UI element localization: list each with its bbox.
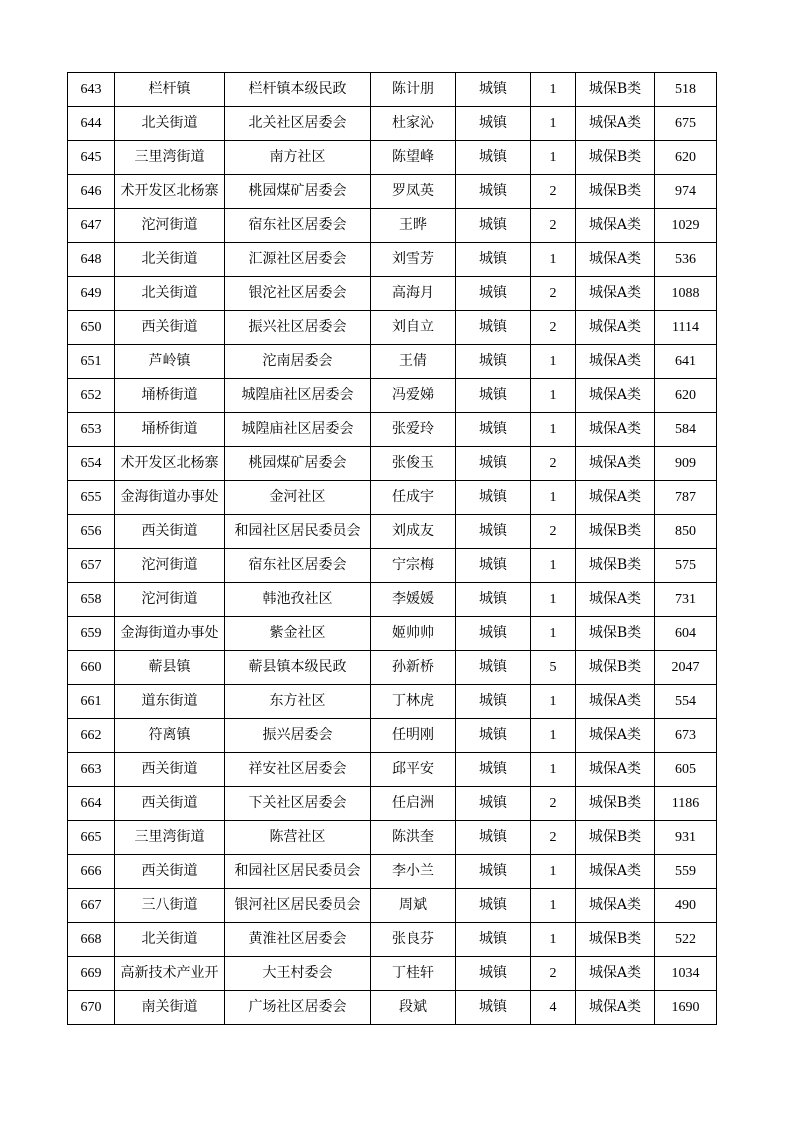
- name-cell: 张爱玲: [371, 413, 456, 447]
- amount-cell: 518: [655, 73, 717, 107]
- row-number-cell: 651: [68, 345, 115, 379]
- street-cell: 西关街道: [115, 515, 225, 549]
- type-cell: 城镇: [456, 923, 531, 957]
- row-number-cell: 663: [68, 753, 115, 787]
- household-count-cell: 1: [531, 73, 576, 107]
- household-count-cell: 1: [531, 685, 576, 719]
- street-cell: 北关街道: [115, 243, 225, 277]
- table-row: [68, 957, 717, 991]
- household-count-cell: 1: [531, 855, 576, 889]
- row-number-cell: 643: [68, 73, 115, 107]
- table-row: [68, 277, 717, 311]
- row-number-cell: 662: [68, 719, 115, 753]
- category-cell: 城保B类: [576, 549, 655, 583]
- street-cell: 三里湾街道: [115, 141, 225, 175]
- street-cell: 金海街道办事处: [115, 617, 225, 651]
- community-cell: 振兴社区居委会: [225, 311, 371, 345]
- household-count-cell: 1: [531, 107, 576, 141]
- row-number-cell: 665: [68, 821, 115, 855]
- type-cell: 城镇: [456, 379, 531, 413]
- table-row: [68, 447, 717, 481]
- amount-cell: 584: [655, 413, 717, 447]
- table-row: [68, 549, 717, 583]
- amount-cell: 522: [655, 923, 717, 957]
- amount-cell: 1690: [655, 991, 717, 1025]
- type-cell: 城镇: [456, 243, 531, 277]
- type-cell: 城镇: [456, 515, 531, 549]
- table-body: [68, 73, 717, 1025]
- street-cell: 北关街道: [115, 923, 225, 957]
- table-row: [68, 481, 717, 515]
- type-cell: 城镇: [456, 345, 531, 379]
- street-cell: 西关街道: [115, 855, 225, 889]
- community-cell: 桃园煤矿居委会: [225, 175, 371, 209]
- amount-cell: 620: [655, 379, 717, 413]
- type-cell: 城镇: [456, 481, 531, 515]
- community-cell: 金河社区: [225, 481, 371, 515]
- type-cell: 城镇: [456, 855, 531, 889]
- category-cell: 城保A类: [576, 243, 655, 277]
- category-cell: 城保A类: [576, 277, 655, 311]
- name-cell: 刘雪芳: [371, 243, 456, 277]
- household-count-cell: 1: [531, 719, 576, 753]
- street-cell: 符离镇: [115, 719, 225, 753]
- community-cell: 黄淮社区居委会: [225, 923, 371, 957]
- community-cell: 宿东社区居委会: [225, 209, 371, 243]
- street-cell: 蕲县镇: [115, 651, 225, 685]
- street-cell: 三八街道: [115, 889, 225, 923]
- table-row: [68, 209, 717, 243]
- amount-cell: 673: [655, 719, 717, 753]
- category-cell: 城保B类: [576, 923, 655, 957]
- amount-cell: 675: [655, 107, 717, 141]
- household-count-cell: 1: [531, 141, 576, 175]
- street-cell: 术开发区北杨寨: [115, 175, 225, 209]
- row-number-cell: 649: [68, 277, 115, 311]
- category-cell: 城保A类: [576, 447, 655, 481]
- household-count-cell: 1: [531, 549, 576, 583]
- household-count-cell: 2: [531, 311, 576, 345]
- community-cell: 沱南居委会: [225, 345, 371, 379]
- row-number-cell: 670: [68, 991, 115, 1025]
- household-count-cell: 2: [531, 515, 576, 549]
- household-count-cell: 1: [531, 889, 576, 923]
- type-cell: 城镇: [456, 719, 531, 753]
- household-count-cell: 2: [531, 209, 576, 243]
- category-cell: 城保B类: [576, 515, 655, 549]
- category-cell: 城保A类: [576, 719, 655, 753]
- community-cell: 大王村委会: [225, 957, 371, 991]
- amount-cell: 536: [655, 243, 717, 277]
- category-cell: 城保A类: [576, 991, 655, 1025]
- community-cell: 和园社区居民委员会: [225, 855, 371, 889]
- amount-cell: 554: [655, 685, 717, 719]
- name-cell: 段斌: [371, 991, 456, 1025]
- street-cell: 沱河街道: [115, 549, 225, 583]
- type-cell: 城镇: [456, 277, 531, 311]
- type-cell: 城镇: [456, 957, 531, 991]
- row-number-cell: 653: [68, 413, 115, 447]
- category-cell: 城保A类: [576, 889, 655, 923]
- household-count-cell: 5: [531, 651, 576, 685]
- amount-cell: 2047: [655, 651, 717, 685]
- type-cell: 城镇: [456, 73, 531, 107]
- table-row: [68, 311, 717, 345]
- street-cell: 埇桥街道: [115, 413, 225, 447]
- table-row: [68, 243, 717, 277]
- name-cell: 高海月: [371, 277, 456, 311]
- name-cell: 王倩: [371, 345, 456, 379]
- table-row: [68, 583, 717, 617]
- amount-cell: 974: [655, 175, 717, 209]
- street-cell: 埇桥街道: [115, 379, 225, 413]
- type-cell: 城镇: [456, 311, 531, 345]
- street-cell: 三里湾街道: [115, 821, 225, 855]
- row-number-cell: 668: [68, 923, 115, 957]
- household-count-cell: 2: [531, 821, 576, 855]
- type-cell: 城镇: [456, 141, 531, 175]
- name-cell: 陈洪奎: [371, 821, 456, 855]
- table-row: [68, 107, 717, 141]
- row-number-cell: 664: [68, 787, 115, 821]
- category-cell: 城保A类: [576, 413, 655, 447]
- community-cell: 振兴居委会: [225, 719, 371, 753]
- row-number-cell: 656: [68, 515, 115, 549]
- name-cell: 李媛媛: [371, 583, 456, 617]
- amount-cell: 1088: [655, 277, 717, 311]
- table-row: [68, 617, 717, 651]
- category-cell: 城保A类: [576, 685, 655, 719]
- community-cell: 银沱社区居委会: [225, 277, 371, 311]
- category-cell: 城保B类: [576, 141, 655, 175]
- amount-cell: 931: [655, 821, 717, 855]
- type-cell: 城镇: [456, 549, 531, 583]
- type-cell: 城镇: [456, 787, 531, 821]
- community-cell: 祥安社区居委会: [225, 753, 371, 787]
- amount-cell: 490: [655, 889, 717, 923]
- table-row: [68, 651, 717, 685]
- amount-cell: 605: [655, 753, 717, 787]
- category-cell: 城保B类: [576, 617, 655, 651]
- household-count-cell: 1: [531, 923, 576, 957]
- name-cell: 杜家沁: [371, 107, 456, 141]
- table-row: [68, 787, 717, 821]
- beneficiary-table: [67, 72, 717, 1025]
- row-number-cell: 652: [68, 379, 115, 413]
- category-cell: 城保A类: [576, 107, 655, 141]
- name-cell: 丁桂轩: [371, 957, 456, 991]
- table-row: [68, 515, 717, 549]
- row-number-cell: 647: [68, 209, 115, 243]
- type-cell: 城镇: [456, 651, 531, 685]
- community-cell: 蕲县镇本级民政: [225, 651, 371, 685]
- community-cell: 城隍庙社区居委会: [225, 413, 371, 447]
- type-cell: 城镇: [456, 753, 531, 787]
- row-number-cell: 658: [68, 583, 115, 617]
- community-cell: 陈营社区: [225, 821, 371, 855]
- street-cell: 术开发区北杨寨: [115, 447, 225, 481]
- household-count-cell: 2: [531, 447, 576, 481]
- name-cell: 陈望峰: [371, 141, 456, 175]
- row-number-cell: 657: [68, 549, 115, 583]
- street-cell: 北关街道: [115, 277, 225, 311]
- type-cell: 城镇: [456, 583, 531, 617]
- name-cell: 陈计朋: [371, 73, 456, 107]
- community-cell: 紫金社区: [225, 617, 371, 651]
- category-cell: 城保A类: [576, 753, 655, 787]
- name-cell: 任明刚: [371, 719, 456, 753]
- household-count-cell: 1: [531, 583, 576, 617]
- row-number-cell: 650: [68, 311, 115, 345]
- type-cell: 城镇: [456, 413, 531, 447]
- table-row: [68, 379, 717, 413]
- amount-cell: 559: [655, 855, 717, 889]
- community-cell: 南方社区: [225, 141, 371, 175]
- row-number-cell: 666: [68, 855, 115, 889]
- amount-cell: 1034: [655, 957, 717, 991]
- household-count-cell: 1: [531, 617, 576, 651]
- amount-cell: 620: [655, 141, 717, 175]
- row-number-cell: 654: [68, 447, 115, 481]
- amount-cell: 850: [655, 515, 717, 549]
- community-cell: 东方社区: [225, 685, 371, 719]
- name-cell: 刘成友: [371, 515, 456, 549]
- table-row: [68, 719, 717, 753]
- amount-cell: 1029: [655, 209, 717, 243]
- table-row: [68, 345, 717, 379]
- street-cell: 高新技术产业开: [115, 957, 225, 991]
- community-cell: 北关社区居委会: [225, 107, 371, 141]
- type-cell: 城镇: [456, 821, 531, 855]
- name-cell: 宁宗梅: [371, 549, 456, 583]
- table-row: [68, 175, 717, 209]
- amount-cell: 787: [655, 481, 717, 515]
- table-row: [68, 991, 717, 1025]
- name-cell: 丁林虎: [371, 685, 456, 719]
- category-cell: 城保B类: [576, 175, 655, 209]
- amount-cell: 1114: [655, 311, 717, 345]
- community-cell: 宿东社区居委会: [225, 549, 371, 583]
- amount-cell: 909: [655, 447, 717, 481]
- street-cell: 北关街道: [115, 107, 225, 141]
- name-cell: 姬帅帅: [371, 617, 456, 651]
- row-number-cell: 660: [68, 651, 115, 685]
- category-cell: 城保A类: [576, 957, 655, 991]
- name-cell: 孙新桥: [371, 651, 456, 685]
- row-number-cell: 648: [68, 243, 115, 277]
- type-cell: 城镇: [456, 685, 531, 719]
- community-cell: 银河社区居民委员会: [225, 889, 371, 923]
- household-count-cell: 1: [531, 413, 576, 447]
- table-row: [68, 889, 717, 923]
- household-count-cell: 2: [531, 277, 576, 311]
- table-row: [68, 821, 717, 855]
- street-cell: 西关街道: [115, 753, 225, 787]
- street-cell: 南关街道: [115, 991, 225, 1025]
- type-cell: 城镇: [456, 991, 531, 1025]
- amount-cell: 641: [655, 345, 717, 379]
- community-cell: 城隍庙社区居委会: [225, 379, 371, 413]
- row-number-cell: 659: [68, 617, 115, 651]
- category-cell: 城保A类: [576, 209, 655, 243]
- household-count-cell: 2: [531, 957, 576, 991]
- type-cell: 城镇: [456, 209, 531, 243]
- name-cell: 刘自立: [371, 311, 456, 345]
- street-cell: 沱河街道: [115, 583, 225, 617]
- amount-cell: 1186: [655, 787, 717, 821]
- household-count-cell: 1: [531, 379, 576, 413]
- amount-cell: 731: [655, 583, 717, 617]
- community-cell: 韩池孜社区: [225, 583, 371, 617]
- community-cell: 汇源社区居委会: [225, 243, 371, 277]
- community-cell: 下关社区居委会: [225, 787, 371, 821]
- table-row: [68, 685, 717, 719]
- amount-cell: 575: [655, 549, 717, 583]
- category-cell: 城保B类: [576, 73, 655, 107]
- street-cell: 西关街道: [115, 787, 225, 821]
- category-cell: 城保A类: [576, 583, 655, 617]
- street-cell: 芦岭镇: [115, 345, 225, 379]
- amount-cell: 604: [655, 617, 717, 651]
- household-count-cell: 1: [531, 243, 576, 277]
- household-count-cell: 2: [531, 175, 576, 209]
- category-cell: 城保A类: [576, 481, 655, 515]
- household-count-cell: 1: [531, 481, 576, 515]
- household-count-cell: 1: [531, 345, 576, 379]
- name-cell: 罗凤英: [371, 175, 456, 209]
- type-cell: 城镇: [456, 889, 531, 923]
- row-number-cell: 661: [68, 685, 115, 719]
- category-cell: 城保A类: [576, 855, 655, 889]
- row-number-cell: 655: [68, 481, 115, 515]
- row-number-cell: 645: [68, 141, 115, 175]
- type-cell: 城镇: [456, 107, 531, 141]
- street-cell: 道东街道: [115, 685, 225, 719]
- type-cell: 城镇: [456, 447, 531, 481]
- category-cell: 城保B类: [576, 821, 655, 855]
- street-cell: 栏杆镇: [115, 73, 225, 107]
- table-row: [68, 923, 717, 957]
- table-row: [68, 413, 717, 447]
- community-cell: 桃园煤矿居委会: [225, 447, 371, 481]
- table-row: [68, 73, 717, 107]
- household-count-cell: 2: [531, 787, 576, 821]
- category-cell: 城保B类: [576, 787, 655, 821]
- category-cell: 城保B类: [576, 651, 655, 685]
- table-row: [68, 141, 717, 175]
- row-number-cell: 669: [68, 957, 115, 991]
- community-cell: 广场社区居委会: [225, 991, 371, 1025]
- name-cell: 李小兰: [371, 855, 456, 889]
- category-cell: 城保A类: [576, 311, 655, 345]
- community-cell: 和园社区居民委员会: [225, 515, 371, 549]
- name-cell: 周斌: [371, 889, 456, 923]
- type-cell: 城镇: [456, 617, 531, 651]
- name-cell: 任启洲: [371, 787, 456, 821]
- name-cell: 王晔: [371, 209, 456, 243]
- type-cell: 城镇: [456, 175, 531, 209]
- category-cell: 城保A类: [576, 379, 655, 413]
- row-number-cell: 644: [68, 107, 115, 141]
- street-cell: 西关街道: [115, 311, 225, 345]
- household-count-cell: 4: [531, 991, 576, 1025]
- name-cell: 张俊玉: [371, 447, 456, 481]
- row-number-cell: 667: [68, 889, 115, 923]
- name-cell: 邱平安: [371, 753, 456, 787]
- name-cell: 任成宇: [371, 481, 456, 515]
- table-row: [68, 855, 717, 889]
- street-cell: 金海街道办事处: [115, 481, 225, 515]
- community-cell: 栏杆镇本级民政: [225, 73, 371, 107]
- category-cell: 城保A类: [576, 345, 655, 379]
- name-cell: 冯爱娣: [371, 379, 456, 413]
- name-cell: 张良芬: [371, 923, 456, 957]
- household-count-cell: 1: [531, 753, 576, 787]
- table-row: [68, 753, 717, 787]
- street-cell: 沱河街道: [115, 209, 225, 243]
- row-number-cell: 646: [68, 175, 115, 209]
